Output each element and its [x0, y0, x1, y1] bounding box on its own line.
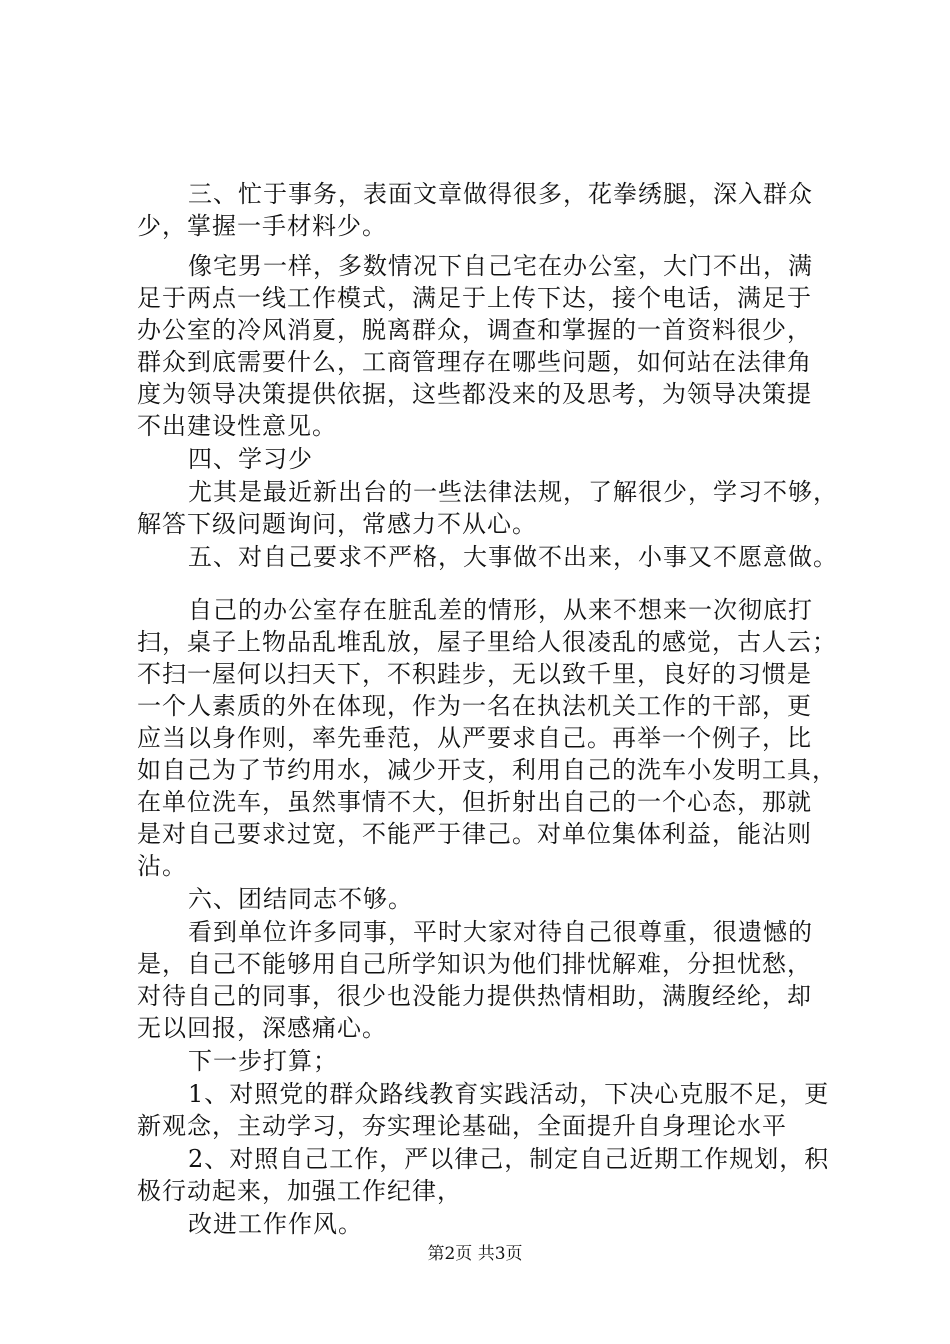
paragraph-line: 一个人素质的外在体现，作为一名在执法机关工作的干部，更: [137, 692, 812, 720]
paragraph-line: 少，掌握一手材料少。: [137, 212, 387, 240]
paragraph-line: 是对自己要求过宽，不能严于律己。对单位集体利益，能沾则: [137, 820, 812, 848]
paragraph-line: 三、忙于事务，表面文章做得很多，花拳绣腿，深入群众: [188, 180, 813, 208]
paragraph-line: 度为领导决策提供依据，这些都没来的及思考，为领导决策提: [137, 380, 812, 408]
section-heading: 下一步打算；: [188, 1047, 338, 1075]
paragraph-line: 1、对照党的群众路线教育实践活动，下决心克服不足，更: [188, 1080, 830, 1108]
paragraph-line: 自己的办公室存在脏乱差的情形，从来不想来一次彻底打: [188, 596, 813, 624]
paragraph-line: 对待自己的同事，很少也没能力提供热情相助，满腹经纶，却: [137, 982, 812, 1010]
paragraph-line: 在单位洗车，虽然事情不大，但折射出自己的一个心态，那就: [137, 788, 812, 816]
page-number-footer: 第2页 共3页: [427, 1244, 523, 1264]
paragraph-line: 办公室的冷风消夏，脱离群众，调查和掌握的一首资料很少，: [137, 316, 812, 344]
paragraph-line: 无以回报，深感痛心。: [137, 1014, 387, 1042]
section-heading: 六、团结同志不够。: [188, 885, 413, 913]
paragraph-line: 像宅男一样，多数情况下自己宅在办公室，大门不出，满: [188, 252, 813, 280]
paragraph-line: 如自己为了节约用水，减少开支，利用自己的洗车小发明工具，: [137, 756, 837, 784]
paragraph-line: 解答下级问题询问，常感力不从心。: [137, 510, 537, 538]
paragraph-line: 沾。: [137, 852, 187, 880]
section-heading: 四、学习少: [188, 445, 313, 473]
paragraph-line: 极行动起来，加强工作纪律，: [137, 1177, 462, 1205]
paragraph-line: 扫，桌子上物品乱堆乱放，屋子里给人很凌乱的感觉，古人云；: [137, 628, 837, 656]
paragraph-line: 改进工作作风。: [188, 1210, 363, 1238]
paragraph-line: 不出建设性意见。: [137, 412, 337, 440]
paragraph-line: 看到单位许多同事，平时大家对待自己很尊重，很遗憾的: [188, 918, 813, 946]
paragraph-line: 群众到底需要什么，工商管理存在哪些问题，如何站在法律角: [137, 348, 812, 376]
paragraph-line: 尤其是最近新出台的一些法律法规，了解很少，学习不够，: [188, 478, 838, 506]
section-heading: 五、对自己要求不严格，大事做不出来，小事又不愿意做。: [188, 543, 838, 571]
paragraph-line: 是，自己不能够用自己所学知识为他们排忧解难，分担忧愁，: [137, 950, 812, 978]
paragraph-line: 应当以身作则，率先垂范，从严要求自己。再举一个例子，比: [137, 724, 812, 752]
paragraph-line: 足于两点一线工作模式，满足于上传下达，接个电话，满足于: [137, 284, 812, 312]
paragraph-line: 新观念，主动学习，夯实理论基础，全面提升自身理论水平: [137, 1112, 787, 1140]
paragraph-line: 不扫一屋何以扫天下，不积跬步，无以致千里，良好的习惯是: [137, 660, 812, 688]
paragraph-line: 2、对照自己工作，严以律己，制定自己近期工作规划，积: [188, 1145, 830, 1173]
